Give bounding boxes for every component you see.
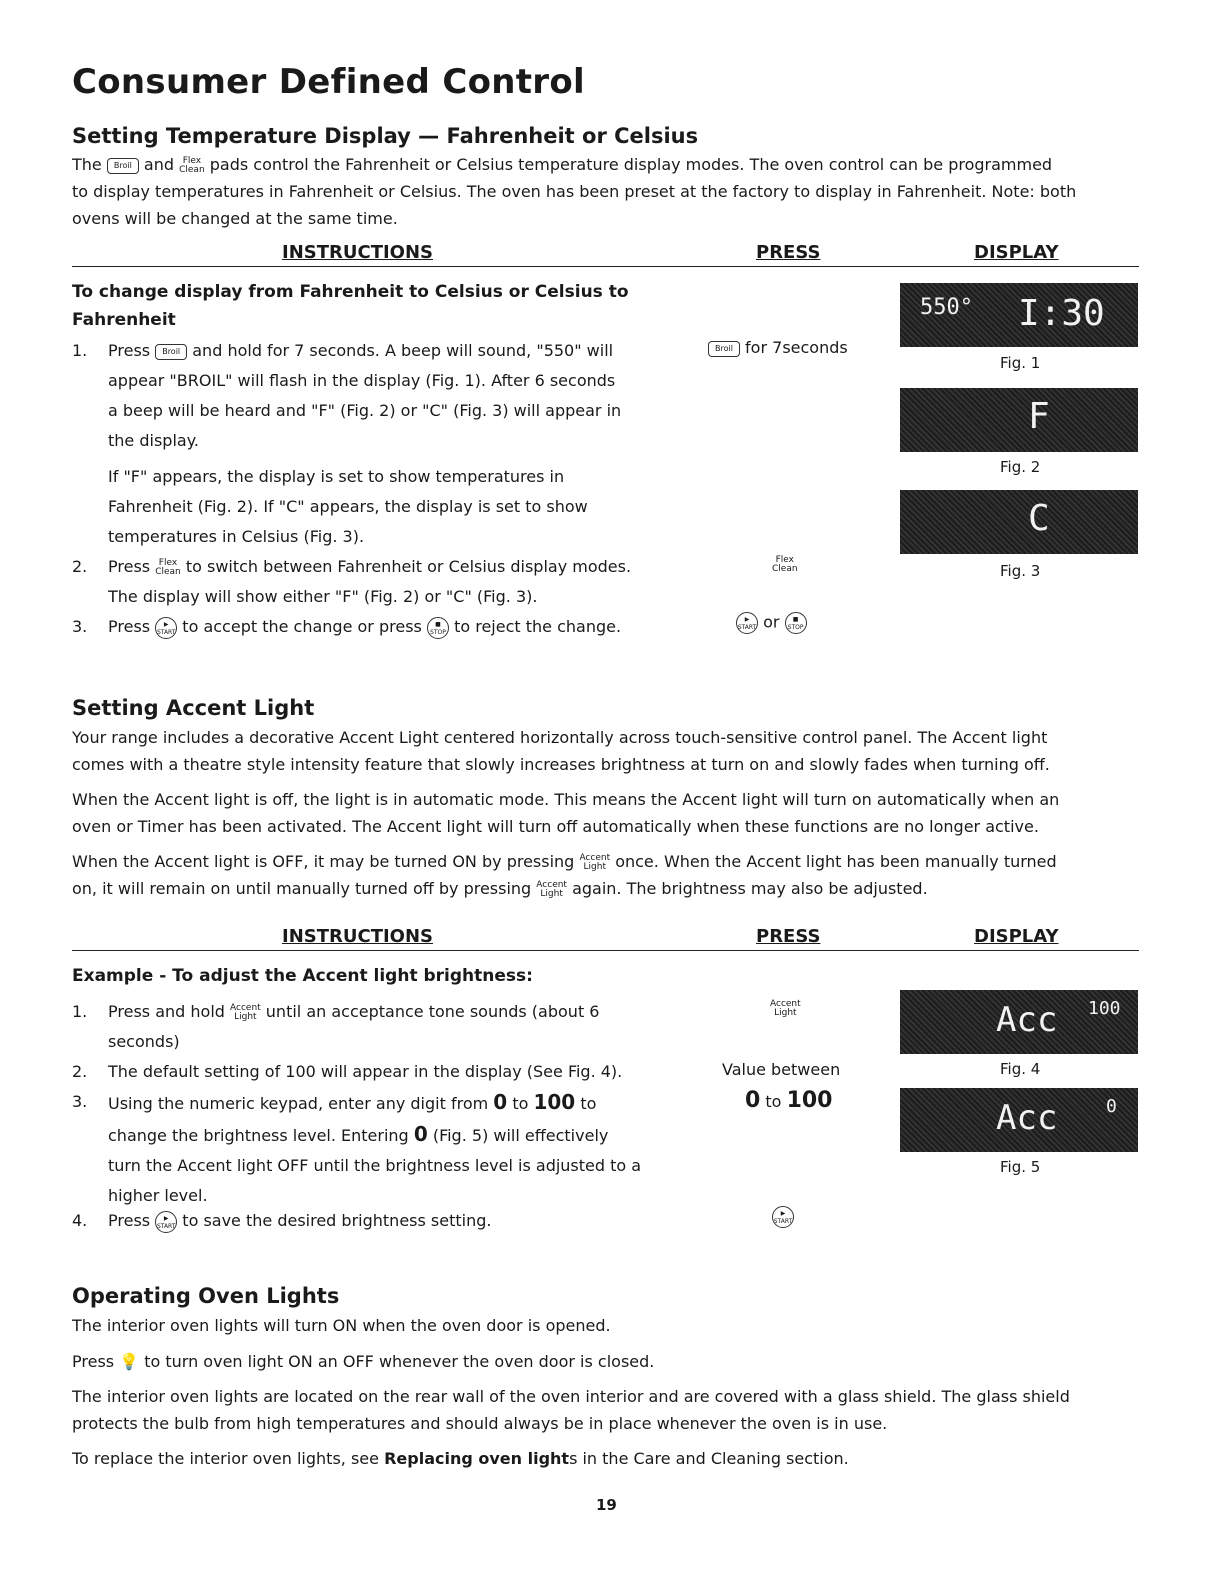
stop-pad-icon: ■ STOP: [785, 612, 807, 634]
accent-step-1: 1. Press and hold Accent Light until an acceptance tone sounds (about 6 seconds): [72, 1002, 600, 1051]
press-accent-light: [770, 998, 801, 1018]
header-instructions: INSTRUCTIONS: [282, 242, 433, 263]
press-start-or-stop: ▶ START or ■ STOP: [736, 612, 807, 634]
press-start: [772, 1206, 794, 1228]
accent-step-3: 3. Using the numeric keypad, enter any digit from 0 to 100 to change the brightness level. Entering 0 (Fig. 5) will effectively turn the Accent light OFF until the brightness level is adjusted to a higher level.: [72, 1090, 642, 1205]
lcd-c-char: C: [1028, 498, 1050, 539]
oven-lights-paragraph-2: Press 💡 to turn oven light ON an OFF whenever the oven door is closed.: [72, 1352, 655, 1371]
header-press: PRESS: [756, 242, 821, 263]
oven-lights-paragraph-1: The interior oven lights will turn ON when the oven door is opened.: [72, 1316, 611, 1335]
section-heading-oven-lights: Operating Oven Lights: [72, 1284, 340, 1308]
header-instructions: INSTRUCTIONS: [282, 926, 433, 947]
accent-light-pad-icon: Accent Light: [770, 998, 801, 1018]
accent-light-pad-icon: Accent Light: [230, 1002, 261, 1022]
table-header-2: [72, 926, 1139, 951]
lcd-acc-text: Acc: [996, 1098, 1058, 1138]
header-display: DISPLAY: [974, 926, 1059, 947]
fig3-caption: Fig. 3: [1000, 562, 1041, 580]
lcd-display-fig2: [900, 388, 1138, 452]
accent-paragraph-3: When the Accent light is OFF, it may be turned ON by pressing Accent Light once. When the Accent light has been manually turned on, it will remain on until manually turned off by pressing Accent Light again. The brightness may also be adjusted.: [72, 852, 1057, 899]
oven-lights-paragraph-4: To replace the interior oven lights, see Replacing oven lights in the Care and Cleaning section.: [72, 1449, 849, 1468]
lightbulb-icon: 💡: [119, 1352, 140, 1371]
lcd-time: I:30: [1018, 293, 1105, 334]
fig2-caption: Fig. 2: [1000, 458, 1041, 476]
subheading-accent-example: Example - To adjust the Accent light brightness:: [72, 966, 533, 986]
step-2: 2. Press Flex Clean to switch between Fahrenheit or Celsius display modes. The display will show either "F" (Fig. 2) or "C" (Fig. 3).: [72, 557, 632, 606]
lcd-temperature: 550°: [920, 295, 973, 320]
accent-light-pad-icon: Accent Light: [579, 852, 611, 872]
lcd-accent-value: 0: [1106, 1096, 1117, 1117]
start-pad-icon: ▶ START: [736, 612, 758, 634]
section-heading-accent: Setting Accent Light: [72, 696, 315, 720]
flex-clean-pad-icon: Flex Clean: [179, 155, 205, 175]
stop-pad-icon: ■ STOP: [427, 617, 449, 639]
broil-pad-icon: Broil: [708, 341, 740, 357]
step-1-note: If "F" appears, the display is set to show temperatures in Fahrenheit (Fig. 2). If "C" appears, the display is set to show temperatures in Celsius (Fig. 3).: [108, 467, 588, 546]
start-pad-icon: ▶ START: [772, 1206, 794, 1228]
accent-step-4: 4. Press ▶ START to save the desired brightness setting.: [72, 1206, 672, 1236]
press-range: 0 to 100: [745, 1088, 833, 1113]
accent-paragraph-1: Your range includes a decorative Accent Light centered horizontally across touch-sensitive control panel. The Accent light comes with a theatre style intensity feature that slowly increases brightness at turn on and slowly fades when turning off.: [72, 728, 1050, 774]
accent-light-pad-icon: Accent Light: [536, 879, 567, 899]
broil-pad-icon: Broil: [155, 344, 187, 360]
step-1: 1. Press Broil and hold for 7 seconds. A beep will sound, "550" will appear "BROIL" will flash in the display (Fig. 1). After 6 seconds a beep will be heard and "F" (Fig. 2) or "C" (Fig. 3) will appear in the display.: [72, 341, 622, 450]
header-press: PRESS: [756, 926, 821, 947]
lcd-f-char: F: [1028, 396, 1050, 437]
page-title: Consumer Defined Control: [72, 62, 585, 102]
fig4-caption: Fig. 4: [1000, 1060, 1041, 1078]
oven-lights-paragraph-3: The interior oven lights are located on the rear wall of the oven interior and are covered with a glass shield. The glass shield protects the bulb from high temperatures and should always be in place whenever the oven is in use.: [72, 1387, 1070, 1433]
accent-paragraph-2: When the Accent light is off, the light is in automatic mode. This means the Accent light will turn on automatically when an oven or Timer has been activated. The Accent light will turn off automatically when these functions are no longer active.: [72, 790, 1060, 836]
lcd-display-fig5: [900, 1088, 1138, 1152]
lcd-display-fig3: [900, 490, 1138, 554]
press-value-between: Value between: [722, 1060, 841, 1079]
start-pad-icon: ▶ START: [155, 1211, 177, 1233]
start-pad-icon: ▶ START: [155, 617, 177, 639]
fig5-caption: Fig. 5: [1000, 1158, 1041, 1176]
header-display: DISPLAY: [974, 242, 1059, 263]
table-header-1: [72, 242, 1139, 267]
lcd-display-fig4: [900, 990, 1138, 1054]
section-intro: The Broil and Flex Clean pads control the Fahrenheit or Celsius temperature display modes. The oven control can be programmed to display temperatures in Fahrenheit or Celsius. The oven has been preset at the factory to display in Fahrenheit. Note: both ovens will be changed at the same time.: [72, 155, 1077, 228]
fig1-caption: Fig. 1: [1000, 354, 1041, 372]
flex-clean-pad-icon: Flex Clean: [155, 557, 181, 577]
accent-step-2: 2. The default setting of 100 will appear in the display (See Fig. 4).: [72, 1062, 623, 1081]
press-flex-clean: [772, 554, 798, 574]
broil-pad-icon: Broil: [107, 158, 139, 174]
lcd-accent-value: 100: [1088, 998, 1121, 1019]
section-heading-temperature: Setting Temperature Display — Fahrenheit or Celsius: [72, 124, 699, 148]
lcd-display-fig1: [900, 283, 1138, 347]
page-number: 19: [596, 1496, 617, 1514]
step-3: 3. Press ▶ START to accept the change or press ■ STOP to reject the change.: [72, 612, 672, 642]
press-broil-7s: Broil for 7seconds: [708, 338, 848, 357]
lcd-acc-text: Acc: [996, 1000, 1058, 1040]
flex-clean-pad-icon: Flex Clean: [772, 554, 798, 574]
subheading-change-display: To change display from Fahrenheit to Celsius or Celsius to Fahrenheit: [72, 282, 629, 330]
